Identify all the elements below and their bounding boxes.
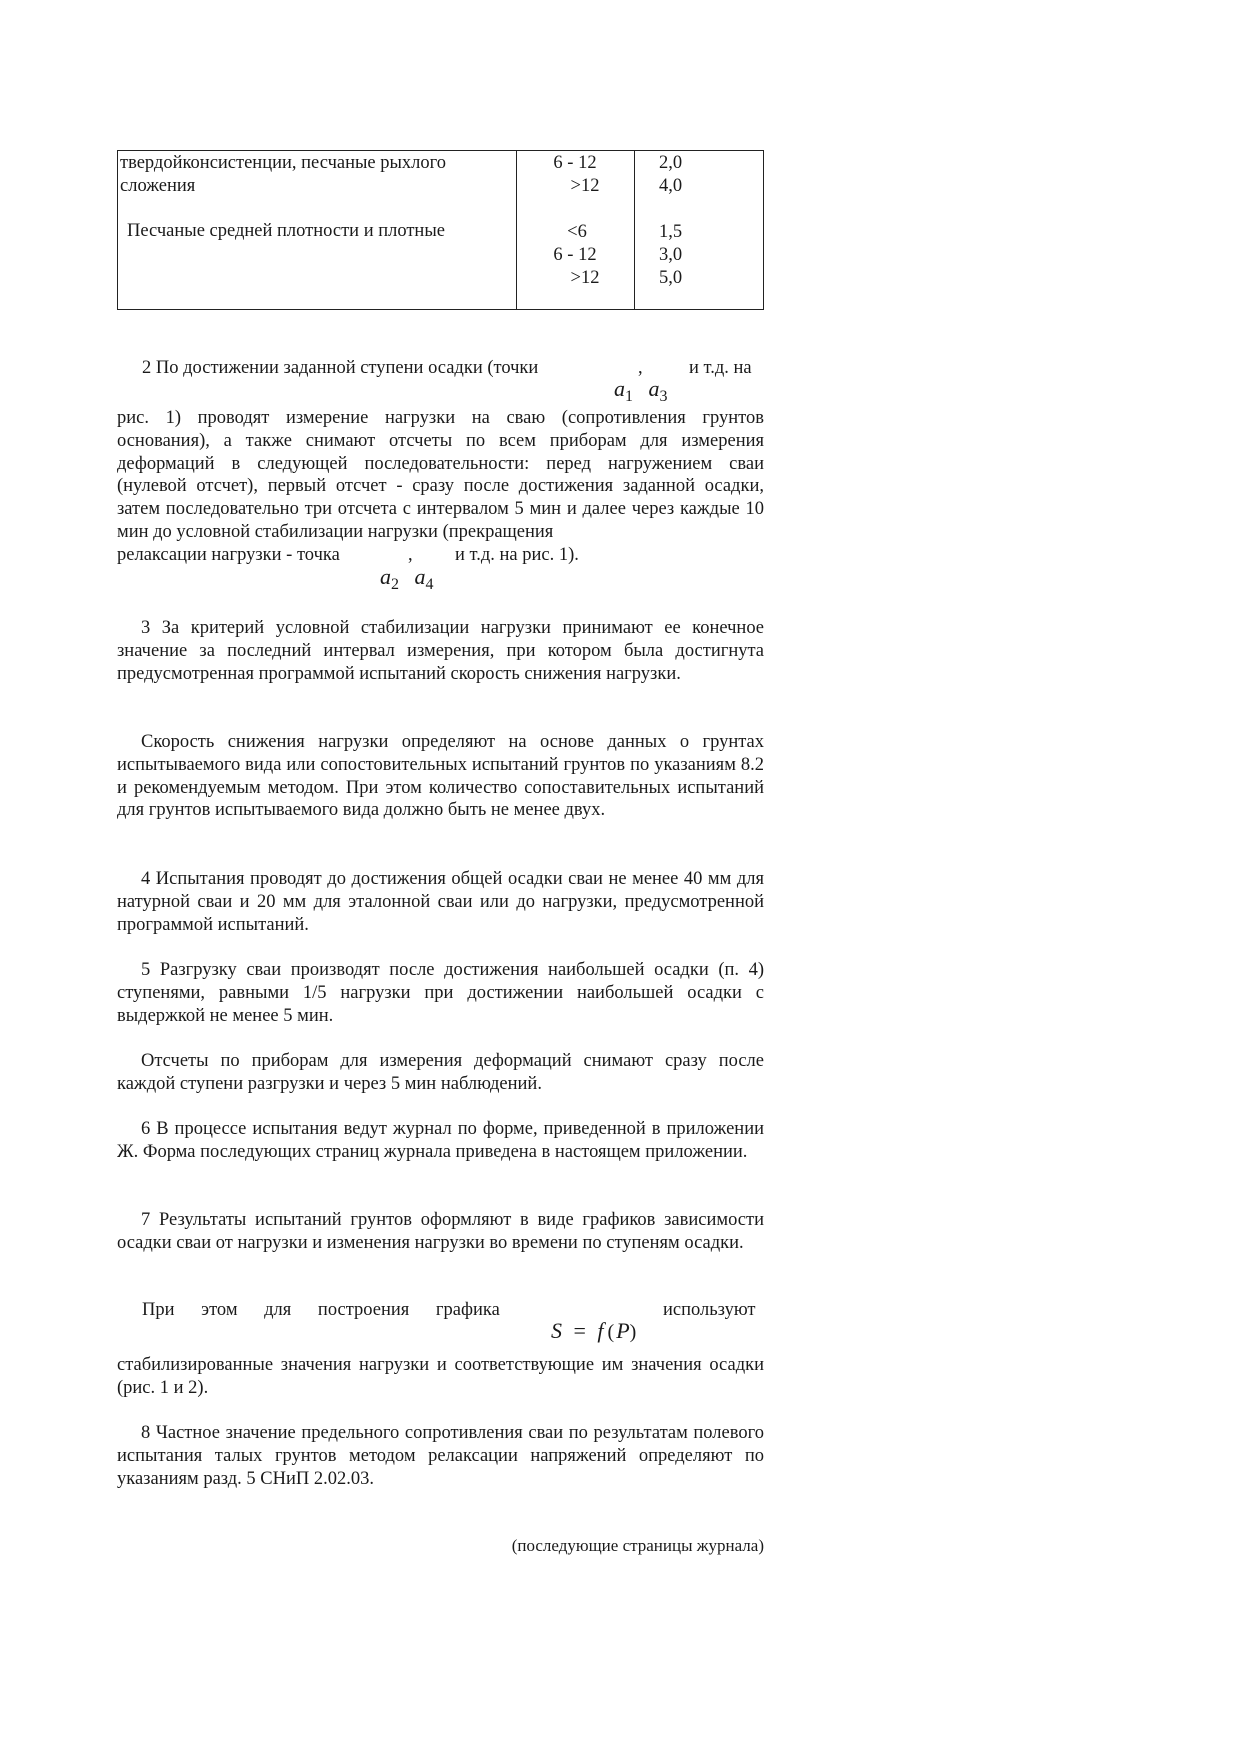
p2-math-a2-a4 <box>380 564 434 594</box>
formula-paren: ( <box>607 1321 615 1343</box>
math-subscript: 4 <box>425 576 434 593</box>
p2-line1-end: и т.д. на <box>689 358 752 378</box>
paragraph-5: 5 Разгрузку сваи производят после достижения наибольшей осадки (п. 4) ступенями, равными 1/5 нагрузки при достижении наибольшей осадки с выдержкой не менее 5 мин. <box>117 960 764 1026</box>
table-row2-value-1: 1,5 <box>659 222 683 242</box>
formula-paren: ) <box>629 1321 637 1343</box>
p7b-line1-end: используют <box>663 1300 756 1320</box>
table-row2-value-2: 3,0 <box>659 245 683 265</box>
table-row2-value-3: 5,0 <box>659 268 683 288</box>
paragraph-7: 7 Результаты испытаний грунтов оформляют в виде графиков зависимости осадки сваи от нагрузки и изменения нагрузки во времени по ступеням осадки. <box>117 1210 764 1253</box>
table-row1-value-1: 2,0 <box>659 153 683 173</box>
footer-note: (последующие страницы журнала) <box>511 1536 764 1555</box>
formula-operator: = <box>573 1318 586 1343</box>
math-symbol: a <box>414 564 426 589</box>
paragraph-6: 6 В процессе испытания ведут журнал по форме, приведенной в приложении Ж. Форма последующих страниц журнала приведена в настоящем приложении. <box>117 1119 764 1162</box>
table-row1-value-2: 4,0 <box>659 176 683 196</box>
table-row2-range-2: 6 - 12 <box>553 245 597 265</box>
math-symbol: a <box>614 376 625 401</box>
p2-last-comma: , <box>408 545 413 565</box>
table-row1-range-1: 6 - 12 <box>553 153 597 173</box>
paragraph-5b: Отсчеты по приборам для измерения деформаций снимают сразу после каждой ступени разгрузки и через 5 мин наблюдений. <box>117 1051 764 1094</box>
table-row1-desc-line1: твердойконсистенции, песчаные рыхлого <box>120 153 447 173</box>
paragraph-3b: Скорость снижения нагрузки определяют на основе данных о грунтах испытываемого вида или сопостовительных испытаний грунтов по указаниям 8.2 и рекомендуемым методом. При этом количество сопоставительных испытаний для грунтов испытываемого вида должно быть не менее двух. <box>117 732 764 821</box>
math-subscript: 2 <box>391 576 399 593</box>
table-row2-range-3: >12 <box>570 268 600 288</box>
p7b-line1-start: При этом для построения графика <box>142 1300 500 1320</box>
p2-line1-comma: , <box>638 358 643 378</box>
paragraph-3: 3 За критерий условной стабилизации нагрузки принимают ее конечное значение за последний интервал измерения, при котором была достигнута предусмотренная программой испытаний скорость снижения нагрузки. <box>117 618 764 684</box>
math-symbol: a <box>380 564 391 589</box>
table-row1-range-2: >12 <box>570 176 600 196</box>
paragraph-8: 8 Частное значение предельного сопротивления сваи по результатам полевого испытания талых грунтов методом релаксации напряжений определяют по указаниям разд. 5 СНиП 2.02.03. <box>117 1423 764 1489</box>
p2-line1-start: 2 По достижении заданной ступени осадки (точки <box>142 358 539 378</box>
formula-s-f-p <box>551 1318 636 1344</box>
math-subscript: 1 <box>625 388 633 405</box>
formula-symbol: f <box>597 1318 604 1343</box>
soil-table <box>117 150 764 310</box>
math-symbol: a <box>648 376 660 401</box>
math-subscript: 3 <box>659 388 668 405</box>
table-row1-desc-line2: сложения <box>120 176 196 196</box>
p2-body: рис. 1) проводят измерение нагрузки на сваю (сопротивления грунтов основания), а также снимают отсчеты по всем приборам для измерения деформаций в следующей последовательности: перед нагружением сваи (нулевой отсчет), первый отсчет - сразу после достижения заданной осадки, затем последовательно три отсчета с интервалом 5 мин и далее через каждые 10 мин до условной стабилизации нагрузки (прекращения <box>117 408 764 542</box>
formula-symbol: S <box>551 1318 562 1343</box>
p2-math-a1-a3 <box>614 376 668 406</box>
formula-symbol: P <box>616 1318 630 1343</box>
p7b-body: стабилизированные значения нагрузки и соответствующие им значения осадки (рис. 1 и 2). <box>117 1355 764 1398</box>
p2-last-end: и т.д. на рис. 1). <box>455 545 579 565</box>
table-row2-desc: Песчаные средней плотности и плотные <box>127 221 445 241</box>
table-row2-range-1: <6 <box>567 222 587 242</box>
p2-last-start: релаксации нагрузки - точка <box>117 545 340 565</box>
paragraph-4: 4 Испытания проводят до достижения общей осадки сваи не менее 40 мм для натурной сваи и 20 мм для эталонной сваи или до нагрузки, предусмотренной программой испытаний. <box>117 869 764 935</box>
